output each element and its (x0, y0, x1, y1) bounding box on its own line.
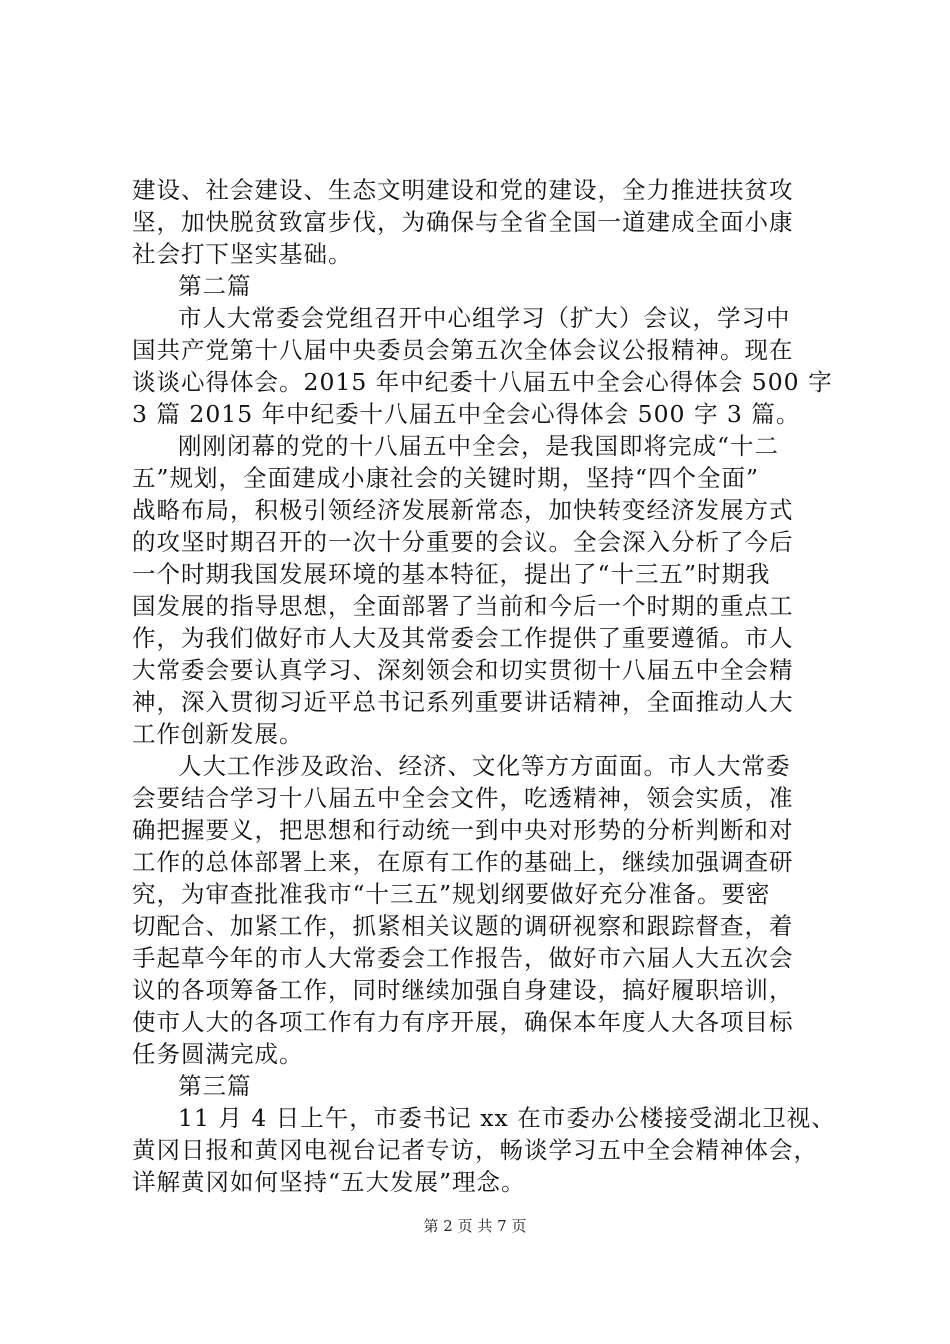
text-line: 人大工作涉及政治、经济、文化等方方面面。市人大常委 (178, 752, 791, 780)
text-line: 议的各项筹备工作，同时继续加强自身建设，搞好履职培训， (132, 976, 794, 1004)
text-line: 五”规划，全面建成小康社会的关键时期，坚持“四个全面” (132, 464, 760, 492)
text-line: 确把握要义，把思想和行动统一到中央对形势的分析判断和对 (132, 816, 794, 844)
document-body (132, 174, 836, 1198)
text-line: 坚，加快脱贫致富步伐，为确保与全省全国一道建成全面小康 (132, 208, 794, 236)
text-line: 究，为审查批准我市“十三五”规划纲要做好充分准备。要密 (132, 880, 771, 908)
text-line: 切配合、加紧工作，抓紧相关议题的调研视察和跟踪督查，着 (132, 912, 794, 940)
text-line: 的攻坚时期召开的一次十分重要的会议。全会深入分析了今后 (132, 528, 794, 556)
section-heading: 第三篇 (178, 1072, 252, 1100)
text-line: 谈谈心得体会。2015 年中纪委十八届五中全会心得体会 500 字 (132, 368, 833, 396)
page-number-footer: 第 2 页 共 7 页 (423, 1217, 527, 1235)
text-line: 刚刚闭幕的党的十八届五中全会，是我国即将完成“十二 (178, 432, 780, 460)
text-line: 工作创新发展。 (132, 720, 304, 748)
text-line: 手起草今年的市人大常委会工作报告，做好市六届人大五次会 (132, 944, 794, 972)
text-line: 国发展的指导思想，全面部署了当前和今后一个时期的重点工 (132, 592, 794, 620)
text-line: 市人大常委会党组召开中心组学习（扩大）会议，学习中 (178, 304, 791, 332)
text-line: 会要结合学习十八届五中全会文件，吃透精神，领会实质，准 (132, 784, 794, 812)
text-line: 建设、社会建设、生态文明建设和党的建设，全力推进扶贫攻 (132, 176, 794, 204)
text-line: 一个时期我国发展环境的基本特征，提出了“十三五”时期我 (132, 560, 771, 588)
text-line: 详解黄冈如何坚持“五大发展”理念。 (132, 1168, 526, 1196)
text-line: 11 月 4 日上午，市委书记 xx 在市委办公楼接受湖北卫视、 (178, 1104, 836, 1132)
text-line: 大常委会要认真学习、深刻领会和切实贯彻十八届五中全会精 (132, 656, 794, 684)
text-line: 战略布局，积极引领经济发展新常态，加快转变经济发展方式 (132, 496, 794, 524)
text-line: 工作的总体部署上来，在原有工作的基础上，继续加强调查研 (132, 848, 794, 876)
text-line: 神，深入贯彻习近平总书记系列重要讲话精神，全面推动人大 (132, 688, 794, 716)
text-line: 社会打下坚实基础。 (132, 240, 353, 268)
text-line: 黄冈日报和黄冈电视台记者专访，畅谈学习五中全会精神体会， (132, 1136, 818, 1164)
text-line: 国共产党第十八届中央委员会第五次全体会议公报精神。现在 (132, 336, 794, 364)
section-heading: 第二篇 (178, 272, 252, 300)
text-line: 作，为我们做好市人大及其常委会工作提供了重要遵循。市人 (132, 624, 794, 652)
text-line: 3 篇 2015 年中纪委十八届五中全会心得体会 500 字 3 篇。 (132, 400, 801, 428)
text-line: 任务圆满完成。 (132, 1040, 304, 1068)
text-line: 使市人大的各项工作有力有序开展，确保本年度人大各项目标 (132, 1008, 794, 1036)
